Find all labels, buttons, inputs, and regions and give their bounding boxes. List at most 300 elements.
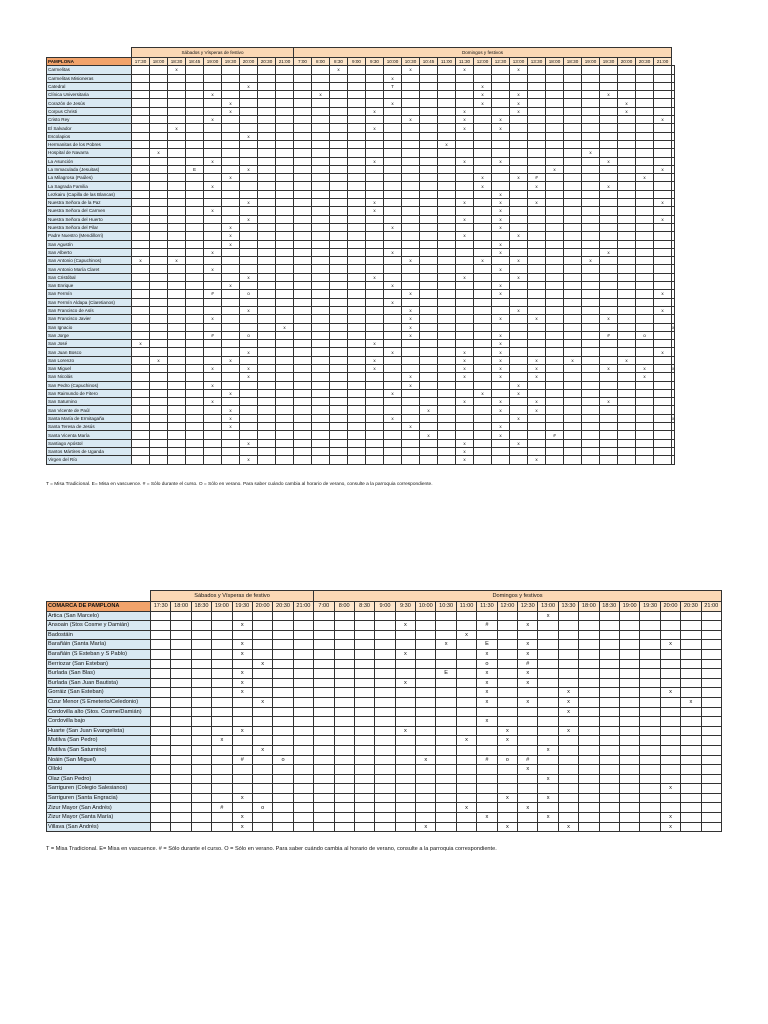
mass-time-cell: x — [456, 630, 476, 640]
mass-time-cell — [204, 323, 222, 331]
mass-time-cell: x — [222, 232, 240, 240]
mass-time-cell — [132, 215, 150, 223]
mass-time-cell — [420, 423, 438, 431]
mass-time-cell — [402, 140, 420, 148]
mass-time-cell: x — [222, 356, 240, 364]
mass-time-cell — [150, 207, 168, 215]
mass-time-cell — [636, 182, 654, 190]
mass-time-cell — [312, 265, 330, 273]
mass-time-cell — [492, 174, 510, 182]
mass-time-cell: # — [528, 174, 546, 182]
time-header-sunday: 8:30 — [354, 602, 374, 612]
mass-time-cell — [636, 157, 654, 165]
mass-time-cell — [492, 182, 510, 190]
mass-time-cell — [294, 82, 312, 90]
mass-time-cell — [273, 630, 293, 640]
mass-time-cell — [654, 232, 672, 240]
mass-time-cell — [314, 717, 334, 727]
mass-time-cell — [314, 707, 334, 717]
mass-time-cell — [294, 323, 312, 331]
mass-time-cell: x — [132, 257, 150, 265]
mass-time-cell — [334, 659, 354, 669]
mass-time-cell — [701, 755, 721, 765]
mass-time-cell — [438, 91, 456, 99]
church-name: Olloki — [47, 765, 151, 775]
mass-time-cell — [564, 398, 582, 406]
mass-time-cell — [395, 774, 415, 784]
mass-time-cell — [672, 381, 675, 389]
mass-time-cell — [330, 240, 348, 248]
mass-time-cell — [366, 398, 384, 406]
church-name: Santa Vicenta María — [47, 431, 132, 439]
mass-time-cell — [348, 190, 366, 198]
church-name: Ansoain (Stos Cosme y Damián) — [47, 621, 151, 631]
mass-time-cell — [191, 707, 211, 717]
time-header-sunday: 18:00 — [546, 58, 564, 66]
mass-time-cell — [132, 414, 150, 422]
mass-time-cell — [416, 803, 436, 813]
mass-time-cell — [416, 697, 436, 707]
mass-time-cell — [334, 621, 354, 631]
mass-time-cell — [546, 423, 564, 431]
mass-time-cell — [654, 257, 672, 265]
mass-time-cell — [579, 649, 599, 659]
mass-time-cell — [436, 774, 456, 784]
mass-time-cell — [416, 793, 436, 803]
mass-time-cell — [151, 630, 171, 640]
mass-time-cell — [672, 265, 675, 273]
mass-time-cell — [222, 265, 240, 273]
mass-time-cell — [204, 190, 222, 198]
mass-time-cell — [132, 273, 150, 281]
schedule-row — [47, 315, 675, 323]
mass-time-cell — [564, 257, 582, 265]
mass-time-cell — [240, 248, 258, 256]
mass-time-cell — [334, 784, 354, 794]
schedule-row — [47, 381, 675, 389]
mass-time-cell — [204, 132, 222, 140]
mass-time-cell — [150, 240, 168, 248]
mass-time-cell — [564, 82, 582, 90]
mass-time-cell — [600, 149, 618, 157]
mass-time-cell — [701, 707, 721, 717]
schedule-row — [47, 66, 675, 74]
mass-time-cell — [258, 107, 276, 115]
mass-time-cell — [402, 439, 420, 447]
mass-time-cell — [497, 765, 517, 775]
mass-time-cell: x — [618, 356, 636, 364]
mass-time-cell — [168, 331, 186, 339]
mass-time-cell — [132, 99, 150, 107]
mass-time-cell — [436, 745, 456, 755]
mass-time-cell — [618, 223, 636, 231]
mass-time-cell: x — [510, 306, 528, 314]
mass-time-cell — [438, 182, 456, 190]
church-name: San Fermín Aldapa (Claretianos) — [47, 298, 132, 306]
mass-time-cell — [564, 282, 582, 290]
mass-time-cell — [672, 182, 675, 190]
church-name: Cizur Menor (S Emeterio/Celedonio) — [47, 697, 151, 707]
mass-time-cell — [132, 190, 150, 198]
mass-time-cell — [474, 298, 492, 306]
mass-time-cell — [528, 423, 546, 431]
mass-time-cell — [276, 174, 294, 182]
mass-time-cell — [293, 784, 313, 794]
mass-time-cell — [600, 298, 618, 306]
mass-time-cell — [294, 199, 312, 207]
mass-time-cell — [546, 215, 564, 223]
schedule-row — [47, 398, 675, 406]
mass-time-cell — [276, 456, 294, 464]
mass-time-cell — [640, 621, 660, 631]
mass-time-cell — [546, 306, 564, 314]
mass-time-cell — [582, 232, 600, 240]
mass-time-cell — [252, 630, 272, 640]
mass-time-cell — [294, 149, 312, 157]
mass-time-cell — [420, 190, 438, 198]
mass-time-cell — [456, 423, 474, 431]
mass-time-cell — [660, 659, 680, 669]
mass-time-cell — [168, 423, 186, 431]
mass-time-cell — [564, 116, 582, 124]
mass-time-cell — [416, 707, 436, 717]
mass-time-cell — [619, 678, 639, 688]
mass-time-cell — [438, 423, 456, 431]
mass-time-cell — [474, 107, 492, 115]
mass-time-cell — [436, 688, 456, 698]
schedule-row — [47, 199, 675, 207]
schedule-row — [47, 784, 722, 794]
mass-time-cell: o — [636, 331, 654, 339]
church-name: San Vicente de Paúl — [47, 406, 132, 414]
mass-time-cell — [456, 282, 474, 290]
mass-time-cell — [366, 348, 384, 356]
mass-time-cell — [150, 282, 168, 290]
mass-time-cell — [294, 91, 312, 99]
mass-time-cell — [294, 381, 312, 389]
mass-time-cell: x — [240, 199, 258, 207]
mass-time-cell — [492, 107, 510, 115]
mass-time-cell — [294, 248, 312, 256]
mass-time-cell — [314, 697, 334, 707]
mass-time-cell — [168, 373, 186, 381]
mass-time-cell: x — [510, 381, 528, 389]
mass-time-cell — [395, 640, 415, 650]
church-name: La Milagrosa (Paúles) — [47, 174, 132, 182]
mass-time-cell — [384, 431, 402, 439]
mass-time-cell — [252, 611, 272, 621]
mass-time-cell — [258, 207, 276, 215]
mass-time-cell — [204, 298, 222, 306]
mass-time-cell — [546, 414, 564, 422]
mass-time-cell — [579, 640, 599, 650]
mass-time-cell — [132, 290, 150, 298]
mass-time-cell — [212, 611, 232, 621]
mass-time-cell — [330, 165, 348, 173]
mass-time-cell: x — [456, 439, 474, 447]
mass-time-cell — [701, 726, 721, 736]
mass-time-cell — [252, 736, 272, 746]
church-name: La Sagrada Familia — [47, 182, 132, 190]
mass-time-cell — [420, 66, 438, 74]
mass-time-cell — [132, 439, 150, 447]
mass-time-cell: x — [232, 649, 252, 659]
mass-time-cell — [438, 82, 456, 90]
mass-time-cell: x — [204, 116, 222, 124]
mass-time-cell — [258, 389, 276, 397]
mass-time-cell — [252, 640, 272, 650]
mass-time-cell — [366, 373, 384, 381]
mass-time-cell — [366, 423, 384, 431]
mass-time-cell — [293, 803, 313, 813]
mass-time-cell — [276, 124, 294, 132]
mass-time-cell — [273, 640, 293, 650]
mass-time-cell — [151, 640, 171, 650]
schedule-row — [47, 774, 722, 784]
mass-time-cell — [276, 431, 294, 439]
mass-time-cell — [204, 174, 222, 182]
mass-time-cell — [132, 348, 150, 356]
mass-time-cell — [150, 82, 168, 90]
mass-time-cell — [546, 356, 564, 364]
mass-time-cell — [150, 381, 168, 389]
mass-time-cell — [294, 398, 312, 406]
mass-time-cell — [312, 431, 330, 439]
time-header-sunday: 8:00 — [334, 602, 354, 612]
mass-time-cell — [438, 364, 456, 372]
mass-time-cell — [492, 132, 510, 140]
mass-time-cell — [384, 273, 402, 281]
mass-time-cell — [293, 678, 313, 688]
mass-time-cell — [395, 822, 415, 832]
mass-time-cell — [474, 116, 492, 124]
mass-time-cell: x — [232, 669, 252, 679]
mass-time-cell — [582, 91, 600, 99]
mass-time-cell: x — [456, 373, 474, 381]
saturday-group-header: Sábados y Vísperas de festivo — [132, 48, 294, 58]
mass-time-cell — [276, 107, 294, 115]
mass-time-cell — [186, 356, 204, 364]
mass-time-cell: x — [492, 116, 510, 124]
mass-time-cell — [168, 190, 186, 198]
mass-time-cell — [186, 373, 204, 381]
mass-time-cell — [366, 315, 384, 323]
mass-time-cell — [384, 356, 402, 364]
mass-time-cell — [660, 630, 680, 640]
mass-time-cell — [375, 707, 395, 717]
mass-time-cell — [477, 774, 497, 784]
mass-time-cell — [168, 215, 186, 223]
mass-time-cell — [186, 107, 204, 115]
mass-time-cell — [558, 774, 578, 784]
mass-time-cell — [150, 257, 168, 265]
mass-time-cell — [564, 91, 582, 99]
mass-time-cell — [600, 273, 618, 281]
mass-time-cell — [564, 456, 582, 464]
mass-time-cell — [416, 630, 436, 640]
schedule-row — [47, 707, 722, 717]
mass-time-cell — [420, 348, 438, 356]
mass-time-cell — [232, 765, 252, 775]
mass-time-cell — [204, 99, 222, 107]
mass-time-cell: x — [492, 340, 510, 348]
mass-time-cell — [375, 755, 395, 765]
mass-time-cell — [660, 649, 680, 659]
mass-time-cell — [618, 232, 636, 240]
mass-time-cell: x — [132, 340, 150, 348]
church-name: Mutilva (San Saturnino) — [47, 745, 151, 755]
mass-time-cell: x — [436, 640, 456, 650]
church-name: La Inmaculada (Jesuitas) — [47, 165, 132, 173]
mass-time-cell — [582, 406, 600, 414]
mass-time-cell — [186, 215, 204, 223]
schedule-row — [47, 257, 675, 265]
mass-time-cell: x — [510, 389, 528, 397]
mass-time-cell — [456, 207, 474, 215]
mass-time-cell — [681, 707, 701, 717]
mass-time-cell — [132, 157, 150, 165]
mass-time-cell — [258, 74, 276, 82]
mass-time-cell — [258, 373, 276, 381]
mass-time-cell — [204, 66, 222, 74]
mass-time-cell — [293, 707, 313, 717]
mass-time-cell — [510, 157, 528, 165]
mass-time-cell — [474, 223, 492, 231]
church-name: Sarriguren (Colegio Salesianos) — [47, 784, 151, 794]
mass-time-cell — [348, 282, 366, 290]
mass-time-cell — [348, 174, 366, 182]
mass-time-cell — [497, 774, 517, 784]
mass-time-cell — [294, 447, 312, 455]
mass-time-cell — [186, 414, 204, 422]
mass-time-cell — [312, 406, 330, 414]
mass-time-cell — [384, 182, 402, 190]
mass-time-cell — [294, 174, 312, 182]
time-header-sunday: 8:30 — [330, 58, 348, 66]
mass-time-cell: x — [384, 389, 402, 397]
mass-time-cell — [314, 755, 334, 765]
mass-time-cell — [681, 765, 701, 775]
mass-time-cell: x — [222, 414, 240, 422]
mass-time-cell: x — [240, 348, 258, 356]
mass-time-cell — [582, 273, 600, 281]
mass-time-cell — [314, 649, 334, 659]
mass-time-cell — [416, 611, 436, 621]
mass-time-cell — [618, 290, 636, 298]
mass-time-cell — [681, 669, 701, 679]
mass-time-cell — [402, 232, 420, 240]
church-name: Barañáin (S Esteban y S Pablo) — [47, 649, 151, 659]
mass-time-cell — [701, 774, 721, 784]
mass-time-cell — [497, 621, 517, 631]
mass-time-cell — [186, 116, 204, 124]
mass-time-cell — [564, 74, 582, 82]
mass-time-cell — [191, 630, 211, 640]
mass-time-cell — [600, 174, 618, 182]
mass-time-cell — [538, 707, 558, 717]
mass-time-cell — [395, 813, 415, 823]
mass-time-cell: x — [492, 398, 510, 406]
mass-time-cell — [240, 423, 258, 431]
mass-time-cell — [436, 726, 456, 736]
mass-time-cell — [672, 199, 675, 207]
time-header-saturday: 18:30 — [168, 58, 186, 66]
mass-time-cell — [273, 669, 293, 679]
mass-time-cell — [672, 348, 675, 356]
mass-time-cell — [660, 697, 680, 707]
mass-time-cell — [402, 207, 420, 215]
mass-time-cell — [222, 248, 240, 256]
mass-time-cell — [456, 774, 476, 784]
mass-time-cell — [546, 331, 564, 339]
mass-time-cell — [456, 381, 474, 389]
mass-time-cell: x — [232, 793, 252, 803]
mass-time-cell — [600, 132, 618, 140]
mass-time-cell — [132, 389, 150, 397]
mass-time-cell — [294, 273, 312, 281]
mass-time-cell — [276, 398, 294, 406]
mass-time-cell — [456, 74, 474, 82]
mass-time-cell — [456, 813, 476, 823]
mass-time-cell — [438, 99, 456, 107]
mass-time-cell — [618, 157, 636, 165]
mass-time-cell — [420, 257, 438, 265]
mass-time-cell — [252, 755, 272, 765]
mass-time-cell — [599, 630, 619, 640]
mass-time-cell — [276, 140, 294, 148]
mass-time-cell: x — [618, 107, 636, 115]
mass-time-cell — [168, 157, 186, 165]
mass-time-cell — [150, 331, 168, 339]
mass-time-cell — [186, 381, 204, 389]
mass-time-cell — [654, 364, 672, 372]
mass-time-cell: # — [232, 755, 252, 765]
mass-time-cell — [222, 456, 240, 464]
mass-time-cell — [186, 298, 204, 306]
mass-time-cell — [240, 149, 258, 157]
mass-time-cell — [538, 822, 558, 832]
mass-time-cell — [212, 640, 232, 650]
mass-time-cell — [334, 649, 354, 659]
mass-time-cell — [681, 803, 701, 813]
mass-time-cell — [528, 348, 546, 356]
mass-time-cell — [168, 182, 186, 190]
mass-time-cell — [640, 649, 660, 659]
mass-time-cell — [579, 611, 599, 621]
church-name: Nuestra Señora de la Paz — [47, 199, 132, 207]
mass-time-cell — [701, 745, 721, 755]
mass-time-cell — [348, 273, 366, 281]
mass-time-cell — [654, 323, 672, 331]
mass-time-cell — [654, 66, 672, 74]
mass-time-cell — [312, 414, 330, 422]
mass-time-cell — [334, 678, 354, 688]
church-name: Nuestra Señora del Huerto — [47, 215, 132, 223]
mass-time-cell — [293, 736, 313, 746]
mass-time-cell — [582, 240, 600, 248]
time-header-sunday: 10:00 — [384, 58, 402, 66]
mass-time-cell — [354, 678, 374, 688]
mass-time-cell — [330, 116, 348, 124]
mass-time-cell — [619, 736, 639, 746]
mass-time-cell — [546, 265, 564, 273]
mass-time-cell — [438, 248, 456, 256]
mass-time-cell — [672, 207, 675, 215]
mass-time-cell — [348, 140, 366, 148]
mass-time-cell — [132, 248, 150, 256]
mass-time-cell — [273, 745, 293, 755]
mass-time-cell — [330, 348, 348, 356]
